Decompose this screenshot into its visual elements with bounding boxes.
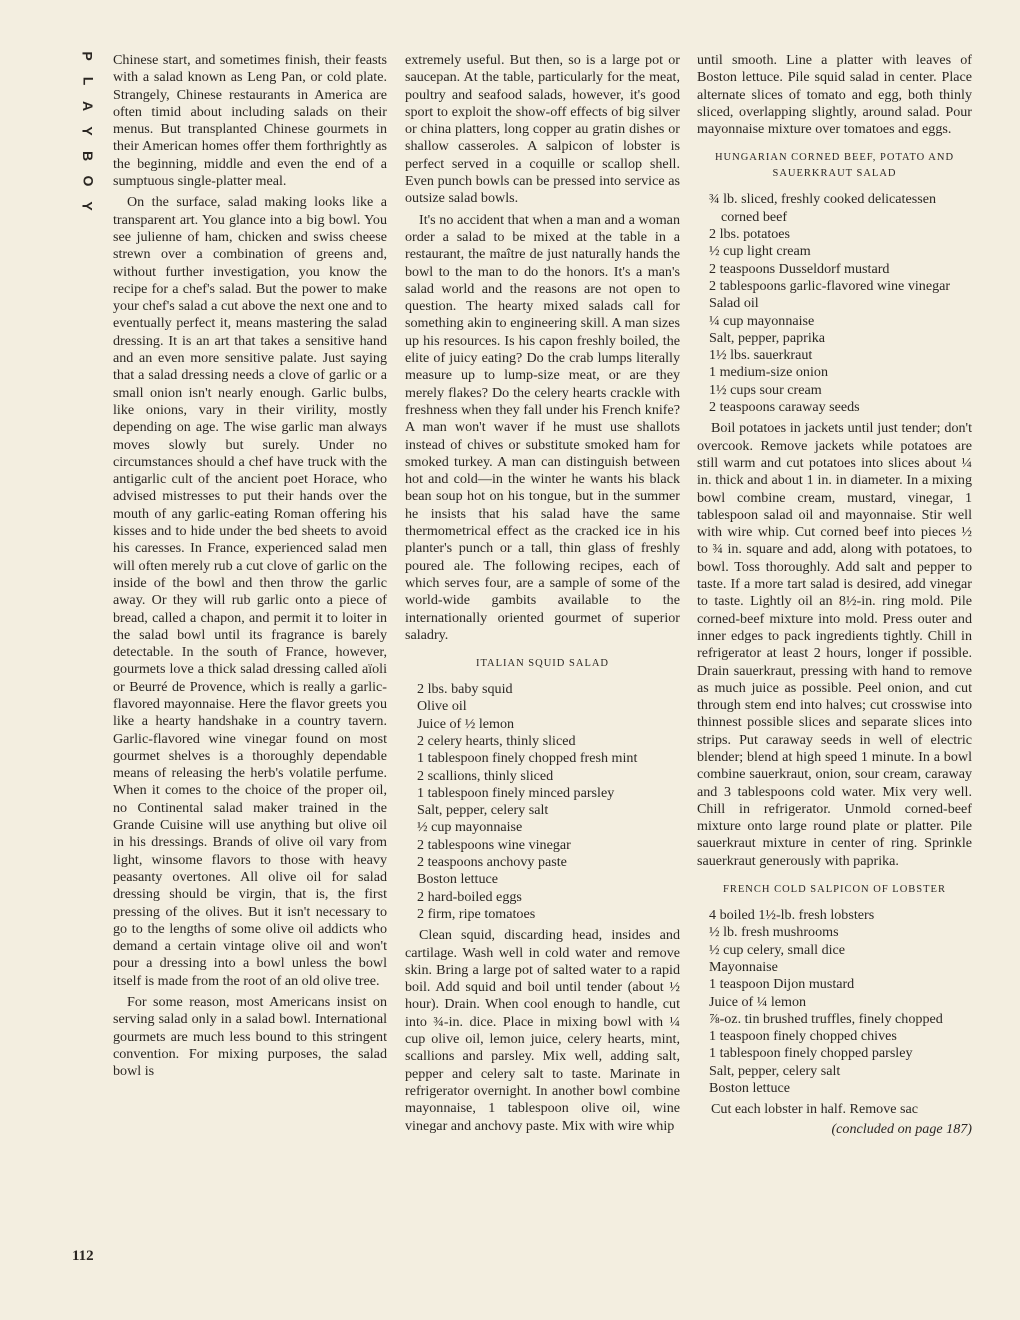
spine-letter: O <box>79 175 96 187</box>
ingredient: Boston lettuce <box>709 1080 791 1097</box>
ingredient: 1 tablespoon finely chopped parsley <box>709 1045 913 1062</box>
spine-letter: A <box>80 100 96 112</box>
text-column-2 <box>405 52 680 1135</box>
ingredient: Boston lettuce <box>417 871 499 888</box>
ingredient: 2 lbs. baby squid <box>417 681 513 698</box>
spine-letter: L <box>80 76 96 86</box>
text-column-3 <box>697 52 972 1138</box>
continuation-note: (concluded on page 187) <box>831 1120 972 1137</box>
paragraph: It's no accident that when a man and a woman order a salad to be mixed at the table in a restaurant, the maître de just naturally hands the bowl to the man to do the honors. It's a man's salad world and the reasons are not open to question. The hearty mixed salads call for something akin to engineering skill. A man sizes up his resources. Is his capon freshly boiled, the elite of juicy eating? Do the crab lumps literally measure up to lump-size meat, or are they merely flakes? Do the celery hearts crackle with freshness when they fall under his French knife? A man won't waver if he must use shallots instead of chives or substitute smoked ham for smoked turkey. A man can distinguish between hot and cold—in the winter he wants his black bean soup hot on his tongue, but in the summer he insists that his salad have the same thermometrical effect as the cracked ice in his planter's punch or a tall, thin glass of freshly poured ale. The following recipes, each of which serves four, are a sample of some of the world-wide gambits available to the internationally oriented gourmet of superior saladry. <box>405 211 680 643</box>
ingredient: ⅞-oz. tin brushed truffles, finely chopped <box>709 1010 943 1027</box>
spine-letter: B <box>80 150 96 162</box>
ingredient: 2 firm, ripe tomatoes <box>417 905 536 922</box>
paragraph: On the surface, salad making looks like a transparent art. You glance into a big bowl. You see julienne of ham, chicken and swiss cheese strewn over a combination of greens and, without further investigation, you know the recipe for a chef's salad. But the power to make your chef's salad a cut above the next one and to eventually perfect it, means mastering the salad dressing. It is an art that takes a sensitive hand and an even more sensitive palate. Just saying that a salad dressing needs a clove of garlic or a small onion isn't nearly enough. Garlic bulbs, like onions, vary in their virility, mostly depending on age. The wise garlic man always moves slowly but surely. Under no circumstances should a chef have truck with the antigarlic cult of the ancient poet Horace, who advised mistresses to put their hands over the mouth of any garlic-eating Roman offering his kisses and to hide under the bed sheets to avoid his caresses. In France, experienced salad men will often merely rub a cut clove of garlic on the inside of the bowl and then throw the garlic away. Or they will rub garlic onto a piece of bread, called a chapon, and permit it to loiter in the salad bowl until its fragrance is barely detectable. In the south of France, however, gourmets love a thick salad dressing called aïoli or Beurré de Provence, which is really a garlic-flavored mayonnaise. Here the flavor greets you like a hearty handshake in a country tavern. Garlic-flavored wine vinegar found on most gourmet shelves is a thoroughly dependable means of releasing the herb's volatile perfume. When it comes to the choice of the proper oil, no Continental salad maker trained in the Grande Cuisine will use anything but olive oil in his dressings. Brands of olive oil vary from light, winsome flavors to those with heavy peasanty overtones. All olive oil for salad dressing should be virgin, that is, the first pressing of the olives. But it isn't necessary to go to the lengths of some olive oil addicts who demand a certain vintage olive oil and won't pour a dressing into a bowl unless the bowl itself is made from the root of an old olive tree. <box>113 194 387 989</box>
recipe-method: Boil potatoes in jackets until just tender; don't overcook. Remove jackets while potatoes are still warm and cut potatoes into slices about ¼ in. thick and about 1 in. in diameter. In a mixing bowl combine cream, mustard, vinegar, 1 tablespoon salad oil and mayonnaise. Stir well with wire whip. Cut corned beef into pieces ½ to ¾ in. square and add, along with potatoes, to bowl. Toss thoroughly. Add salt and pepper to taste. If a more tart salad is desired, add vinegar to taste. Lightly oil an 8½-in. ring mold. Pile corned-beef mixture into mold. Press outer and inner edges to pack ingredients tightly. Chill in refrigerator at least 2 hours, longer if possible. Drain sauerkraut, pressing with hand to remove as much juice as possible. Peel onion, and cut through stem end into halves; cut crosswise into thinnest possible slices and separate slices into strips. Put caraway seeds in well of electric blender; blend at high speed 1 minute. In a bowl combine sauerkraut, onion, sour cream, caraway and 3 tablespoons cold water. Mix very well. Chill in refrigerator. Unmold corned-beef mixture onto large round plate or platter. Pile sauerkraut mixture in center of ring. Sprinkle sauerkraut generously with paprika. <box>697 420 972 869</box>
ingredient: 2 hard-boiled eggs <box>417 888 522 905</box>
ingredient: ¼ cup mayonnaise <box>709 312 815 329</box>
ingredient-list <box>417 681 680 923</box>
ingredient: 1 tablespoon finely minced parsley <box>417 784 615 801</box>
magazine-spine-title <box>78 48 98 214</box>
paragraph: until smooth. Line a platter with leaves of Boston lettuce. Pile squid salad in center. Place alternate slices of tomato and egg, both thinly sliced, overlapping slightly, around salad. Pour mayonnaise mixture over tomatoes and eggs. <box>697 52 972 138</box>
ingredient: Salt, pepper, celery salt <box>709 1062 841 1079</box>
page-number: 112 <box>72 1248 94 1264</box>
ingredient: 2 lbs. potatoes <box>709 226 791 243</box>
ingredient: 2 tablespoons wine vinegar <box>417 836 571 853</box>
recipe-method: Clean squid, discarding head, insides and cartilage. Wash well in cold water and remove skin. Bring a large pot of salted water to a rapid boil. Add squid and boil until tender (about ½ hour). Drain. When cool enough to handle, cut into ¾-in. dice. Place in mixing bowl with ¼ cup olive oil, lemon juice, celery hearts, mint, scallions and parsley. Mix well, adding salt, pepper and celery salt to taste. Marinate in refrigerator overnight. In another bowl combine mayonnaise, 1 tablespoon olive oil, wine vinegar and anchovy paste. Mix with wire whip <box>405 927 680 1134</box>
ingredient: Juice of ½ lemon <box>417 715 515 732</box>
ingredient: Salt, pepper, paprika <box>709 329 826 346</box>
ingredient: ½ cup celery, small dice <box>709 941 846 958</box>
ingredient: 2 tablespoons garlic-flavored wine vinegar <box>709 277 951 294</box>
text-column-1 <box>113 52 387 1081</box>
paragraph: For some reason, most Americans insist on serving salad only in a salad bowl. International gourmets are much less bound to this stringent convention. For mixing purposes, the salad bowl is <box>113 994 387 1080</box>
spine-letter: Y <box>80 126 96 136</box>
ingredient: ½ cup light cream <box>709 243 811 260</box>
ingredient: 1 tablespoon finely chopped fresh mint <box>417 750 638 767</box>
ingredient: 1 medium-size onion <box>709 364 828 381</box>
paragraph: extremely useful. But then, so is a large pot or saucepan. At the table, particularly for the meat, poultry and seafood salads, however, it's good sport to exploit the show-off effects of big silver or china platters, long copper au gratin dishes or shallow casseroles. A salpicon of lobster is perfect served in a coquille or scallop shell. Even punch bowls can be pressed into service as outsize salad bowls. <box>405 52 680 207</box>
ingredient: 2 teaspoons caraway seeds <box>709 399 860 416</box>
ingredient: ¾ lb. sliced, freshly cooked delicatessen corned beef <box>709 191 936 225</box>
ingredient: Salt, pepper, celery salt <box>417 802 549 819</box>
recipe-title: ITALIAN SQUID SALAD <box>475 658 610 670</box>
paragraph: Chinese start, and sometimes finish, their feasts with a salad known as Leng Pan, or cold plate. Strangely, Chinese restaurants in America are often timid about including salads on their menus. But transplanted Chinese gourmets in their American homes offer them forthrightly as the beginning, middle and even the end of a sumptuous single-platter meal. <box>113 52 387 190</box>
ingredient: 1½ lbs. sauerkraut <box>709 347 813 364</box>
ingredient: Mayonnaise <box>709 958 778 975</box>
ingredient: Juice of ¼ lemon <box>709 993 807 1010</box>
spine-letter: P <box>80 51 96 61</box>
ingredient: 1½ cups sour cream <box>709 381 822 398</box>
spine-letter: Y <box>80 201 96 211</box>
recipe-title: HUNGARIAN CORNED BEEF, POTATO AND SAUERKRAUT SALAD <box>714 152 955 180</box>
ingredient: 2 teaspoons Dusseldorf mustard <box>709 260 890 277</box>
ingredient-list <box>709 907 972 1097</box>
ingredient: Olive oil <box>417 698 467 715</box>
ingredient: 2 celery hearts, thinly sliced <box>417 732 576 749</box>
ingredient: 2 teaspoons anchovy paste <box>417 854 567 871</box>
ingredient: ½ cup mayonnaise <box>417 819 523 836</box>
recipe-title: FRENCH COLD SALPICON OF LOBSTER <box>723 884 946 896</box>
ingredient-list <box>709 191 972 416</box>
ingredient: Salad oil <box>709 295 759 312</box>
ingredient: 1 teaspoon Dijon mustard <box>709 976 855 993</box>
ingredient: ½ lb. fresh mushrooms <box>709 924 839 941</box>
ingredient: 1 teaspoon finely chopped chives <box>709 1028 897 1045</box>
ingredient: 2 scallions, thinly sliced <box>417 767 554 784</box>
recipe-method: Cut each lobster in half. Remove sac <box>711 1101 919 1118</box>
ingredient: 4 boiled 1½-lb. fresh lobsters <box>709 907 875 924</box>
